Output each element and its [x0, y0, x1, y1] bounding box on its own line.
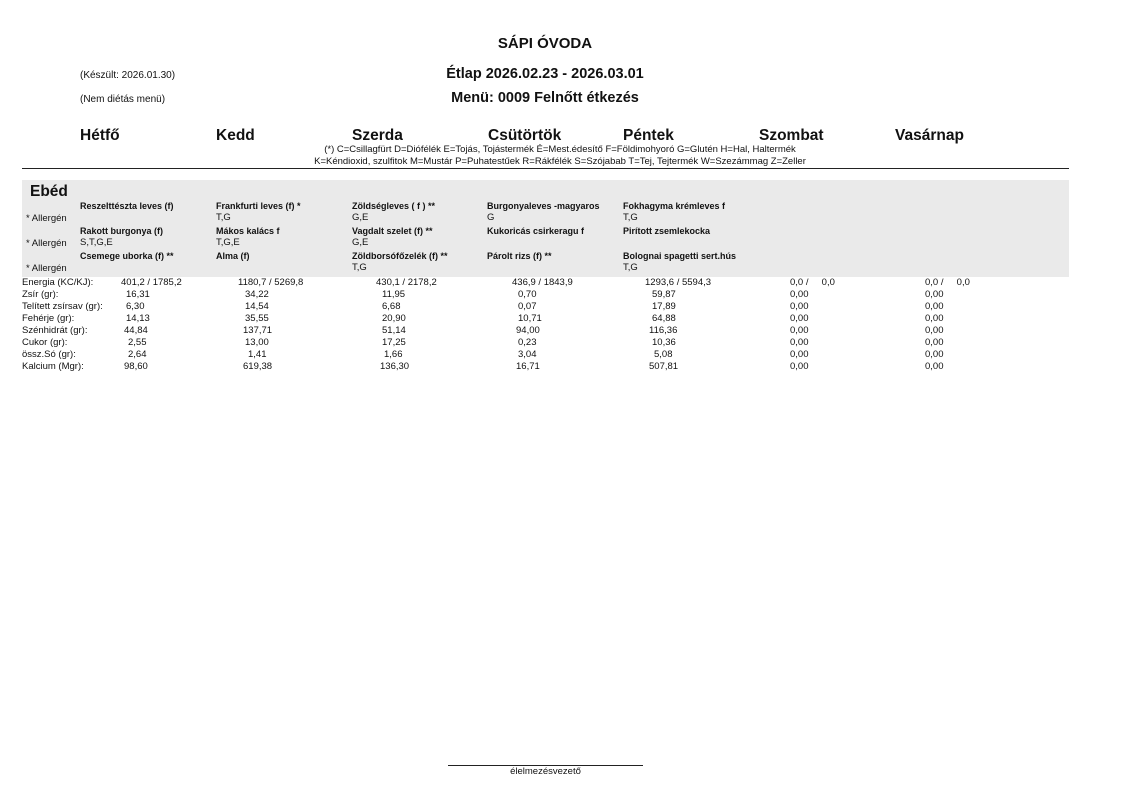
menu-period: Étlap 2026.02.23 - 2026.03.01	[446, 66, 644, 82]
nutrition-value: 0,00	[925, 337, 944, 348]
nutrition-value: 3,04	[518, 349, 537, 360]
nutrition-value: 116,36	[649, 325, 678, 336]
nutrition-value: 0,00	[790, 337, 809, 348]
allergens-tuesday-2: T,G,E	[216, 237, 240, 248]
day-header-friday: Péntek	[623, 127, 674, 144]
dish-monday-2: Rakott burgonya (f)	[80, 226, 163, 236]
signature-label: élelmezésvezető	[510, 766, 581, 777]
nutrition-label-energy: Energia (KC/KJ):	[22, 277, 94, 288]
nutrition-value: 0,0 / 0,0	[790, 277, 835, 288]
dish-wednesday-3: Zöldborsófőzelék (f) **	[352, 251, 448, 261]
nutrition-label-sugar: Cukor (gr):	[22, 337, 68, 348]
dish-thursday-1: Burgonyaleves -magyaros	[487, 201, 600, 211]
nutrition-value: 0,23	[518, 337, 537, 348]
allergens-friday-3: T,G	[623, 262, 638, 273]
nutrition-value: 35,55	[245, 313, 269, 324]
allergens-wednesday-3: T,G	[352, 262, 367, 273]
nutrition-value: 2,55	[128, 337, 147, 348]
menu-name: Menü: 0009 Felnőtt étkezés	[451, 90, 639, 106]
dish-friday-3: Bolognai spagetti sert.hús	[623, 251, 737, 261]
nutrition-value: 20,90	[382, 313, 406, 324]
nutrition-value: 44,84	[124, 325, 148, 336]
nutrition-value: 13,00	[245, 337, 269, 348]
allergens-tuesday-1: T,G	[216, 212, 231, 223]
dish-monday-3: Csemege uborka (f) **	[80, 251, 174, 261]
allergen-label-3: * Allergén	[26, 263, 67, 274]
nutrition-value: 14,13	[126, 313, 150, 324]
dish-friday-2: Pirított zsemlekocka	[623, 226, 711, 236]
day-header-monday: Hétfő	[80, 127, 120, 144]
nutrition-value: 59,87	[652, 289, 676, 300]
dish-wednesday-1: Zöldségleves ( f ) **	[352, 201, 436, 211]
nutrition-value: 0,70	[518, 289, 537, 300]
nutrition-value: 0,00	[925, 361, 944, 372]
dish-tuesday-2: Mákos kalács f	[216, 226, 280, 236]
allergens-thursday-1: G	[487, 212, 495, 223]
nutrition-value: 98,60	[124, 361, 148, 372]
nutrition-value: 17,25	[382, 337, 406, 348]
nutrition-value: 0,0 / 0,0	[925, 277, 970, 288]
nutrition-value: 619,38	[243, 361, 273, 372]
allergen-legend-line-2: K=Kéndioxid, szulfitok M=Mustár P=Puhatestűek R=Rákfélék S=Szójabab T=Tej, Tejtermék W=Szezámmag Z=Zeller	[314, 156, 806, 167]
nutrition-label-carbohydrate: Szénhidrát (gr):	[22, 325, 88, 336]
nutrition-value: 0,00	[790, 301, 809, 312]
allergen-label-2: * Allergén	[26, 238, 67, 249]
nutrition-value: 0,00	[925, 301, 944, 312]
nutrition-value: 16,31	[126, 289, 150, 300]
nutrition-value: 1,41	[248, 349, 267, 360]
nutrition-value: 6,68	[382, 301, 401, 312]
nutrition-value: 10,71	[518, 313, 542, 324]
nutrition-value: 0,00	[925, 289, 944, 300]
day-header-tuesday: Kedd	[216, 127, 255, 144]
nutrition-value: 0,00	[790, 325, 809, 336]
nutrition-value: 1293,6 / 5594,3	[645, 277, 712, 288]
dish-monday-1: Reszelttészta leves (f)	[80, 201, 174, 211]
nutrition-value: 0,00	[790, 361, 809, 372]
allergens-wednesday-2: G,E	[352, 237, 369, 248]
dish-thursday-3: Párolt rizs (f) **	[487, 251, 552, 261]
nutrition-value: 436,9 / 1843,9	[512, 277, 573, 288]
meal-title: Ebéd	[30, 183, 68, 200]
nutrition-value: 430,1 / 2178,2	[376, 277, 437, 288]
nutrition-value: 10,36	[652, 337, 676, 348]
nutrition-value: 0,00	[790, 313, 809, 324]
nutrition-value: 1180,7 / 5269,8	[238, 277, 304, 288]
dish-tuesday-1: Frankfurti leves (f) *	[216, 201, 301, 211]
allergens-wednesday-1: G,E	[352, 212, 369, 223]
nutrition-value: 64,88	[652, 313, 676, 324]
day-header-thursday: Csütörtök	[488, 127, 562, 144]
nutrition-value: 5,08	[654, 349, 673, 360]
nutrition-value: 136,30	[380, 361, 410, 372]
nutrition-value: 16,71	[516, 361, 540, 372]
dish-wednesday-2: Vagdalt szelet (f) **	[352, 226, 433, 236]
nutrition-label-fat: Zsír (gr):	[22, 289, 59, 300]
diet-note: (Nem diétás menü)	[80, 94, 166, 105]
day-header-saturday: Szombat	[759, 127, 824, 144]
nutrition-label-protein: Fehérje (gr):	[22, 313, 75, 324]
allergens-monday-2: S,T,G,E	[80, 237, 113, 248]
nutrition-value: 0,00	[790, 349, 809, 360]
allergens-friday-1: T,G	[623, 212, 638, 223]
header-divider	[22, 168, 1069, 169]
institution-title: SÁPI ÓVODA	[497, 35, 593, 52]
nutrition-value: 0,07	[518, 301, 537, 312]
nutrition-value: 34,22	[245, 289, 269, 300]
nutrition-label-salt: össz.Só (gr):	[22, 349, 76, 360]
nutrition-value: 11,95	[382, 289, 406, 300]
nutrition-value: 94,00	[516, 325, 540, 336]
nutrition-value: 14,54	[245, 301, 269, 312]
nutrition-value: 6,30	[126, 301, 145, 312]
nutrition-value: 1,66	[384, 349, 403, 360]
nutrition-value: 2,64	[128, 349, 147, 360]
allergen-legend-line-1: (*) C=Csillagfürt D=Diófélék E=Tojás, Tojástermék É=Mest.édesítő F=Földimohyoró G=Glutén H=Hal, Haltermék	[324, 144, 796, 155]
dish-friday-1: Fokhagyma krémleves f	[623, 201, 726, 211]
nutrition-value: 507,81	[649, 361, 679, 372]
nutrition-value: 0,00	[790, 289, 809, 300]
nutrition-value: 17,89	[652, 301, 676, 312]
nutrition-label-saturated-fat: Telített zsírsav (gr):	[22, 301, 103, 312]
nutrition-label-calcium: Kalcium (Mgr):	[22, 361, 84, 372]
nutrition-value: 51,14	[382, 325, 406, 336]
nutrition-value: 137,71	[243, 325, 273, 336]
allergen-label-1: * Allergén	[26, 213, 67, 224]
prepared-date: (Készült: 2026.01.30)	[80, 70, 176, 81]
nutrition-value: 0,00	[925, 325, 944, 336]
dish-tuesday-3: Alma (f)	[216, 251, 250, 261]
nutrition-value: 0,00	[925, 349, 944, 360]
nutrition-value: 0,00	[925, 313, 944, 324]
dish-thursday-2: Kukoricás csirkeragu f	[487, 226, 585, 236]
day-header-wednesday: Szerda	[352, 127, 403, 144]
day-header-sunday: Vasárnap	[895, 127, 964, 144]
nutrition-value: 401,2 / 1785,2	[121, 277, 182, 288]
